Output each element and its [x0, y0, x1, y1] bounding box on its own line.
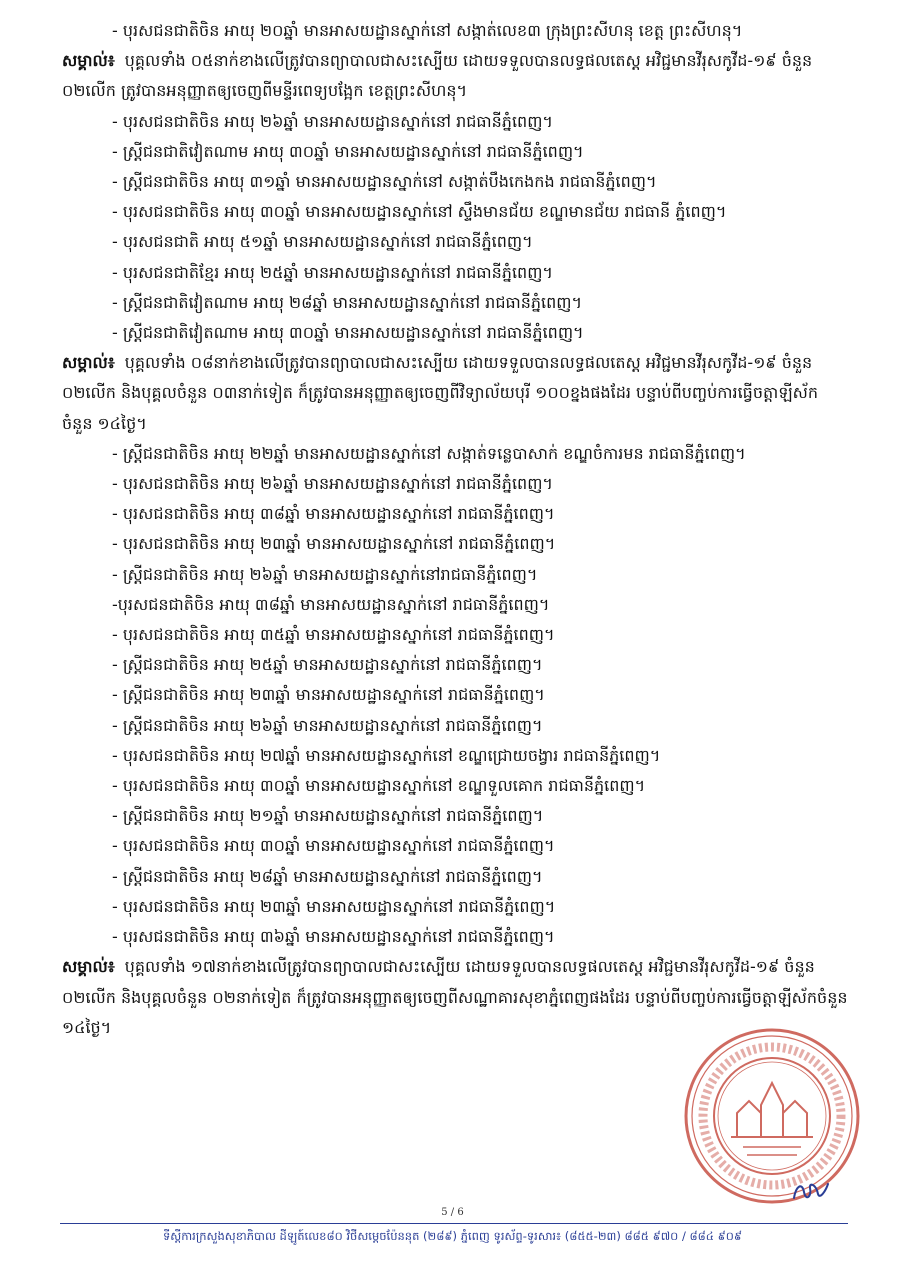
- footer-divider: [60, 1223, 848, 1224]
- group-1: [62, 16, 848, 107]
- list-item: - បុរសជនជាតិចិន អាយុ ២៣ឆ្នាំ មានអាសយដ្ឋានស្នាក់នៅ រាជធានីភ្នំពេញ។: [112, 896, 556, 916]
- list-item: - ស្ត្រីជនជាតិចិន អាយុ ២១ឆ្នាំ មានអាសយដ្ឋានស្នាក់នៅ រាជធានីភ្នំពេញ។: [112, 806, 544, 826]
- list-item: - ស្ត្រីជនជាតិវៀតណាម អាយុ ៣០ឆ្នាំ មានអាសយដ្ឋានស្នាក់នៅ រាជធានីភ្នំពេញ។: [112, 141, 584, 161]
- list-item: - ស្ត្រីជនជាតិវៀតណាម អាយុ ៣០ឆ្នាំ មានអាសយដ្ឋានស្នាក់នៅ រាជធានីភ្នំពេញ។: [112, 323, 584, 343]
- note-paragraph: [62, 348, 848, 439]
- list-item: - ស្ត្រីជនជាតិវៀតណាម អាយុ ២៨ឆ្នាំ មានអាសយដ្ឋានស្នាក់នៅ រាជធានីភ្នំពេញ។: [112, 292, 583, 312]
- note-label: សម្គាល់៖: [62, 957, 115, 977]
- list-item: - បុរសជនជាតិចិន អាយុ ២០ឆ្នាំ មានអាសយដ្ឋានស្នាក់នៅ សង្កាត់លេខ៣ ក្រុងព្រះសីហនុ ខេត្ត ព្រះសីហនុ។: [112, 21, 743, 40]
- list-item: - ស្ត្រីជនជាតិចិន អាយុ ៣១ឆ្នាំ មានអាសយដ្ឋានស្នាក់នៅ សង្កាត់បឹងកេងកង រាជធានីភ្នំពេញ។: [112, 172, 657, 192]
- list-item: - បុរសជនជាតិចិន អាយុ ៣៥ឆ្នាំ មានអាសយដ្ឋានស្នាក់នៅ រាជធានីភ្នំពេញ។: [112, 625, 555, 645]
- list-item: - ស្ត្រីជនជាតិចិន អាយុ ២៦ឆ្នាំ មានអាសយដ្ឋានស្នាក់នៅ រាជធានីភ្នំពេញ។: [112, 715, 543, 735]
- list-item: - ស្ត្រីជនជាតិចិន អាយុ ២៣ឆ្នាំ មានអាសយដ្ឋានស្នាក់នៅ រាជធានីភ្នំពេញ។: [112, 685, 545, 705]
- note-paragraph: [62, 46, 848, 106]
- list-item: - ស្ត្រីជនជាតិចិន អាយុ ២៨ឆ្នាំ មានអាសយដ្ឋានស្នាក់នៅ រាជធានីភ្នំពេញ។: [112, 866, 543, 886]
- list-item: - បុរសជនជាតិចិន អាយុ ២៧ឆ្នាំ មានអាសយដ្ឋានស្នាក់នៅ ខណ្ឌជ្រោយចង្វារ រាជធានីភ្នំពេញ។: [112, 745, 661, 765]
- list-item: - បុរសជនជាតិចិន អាយុ ៣០ឆ្នាំ មានអាសយដ្ឋានស្នាក់នៅ ស្ទឹងមានជ័យ ខណ្ឌមានជ័យ រាជធានី ភ្នំពេញ។: [112, 202, 727, 222]
- note-text: បុគ្គលទាំង ០៥នាក់ខាងលើត្រូវបានព្យាបាលជាសះស្បើយ ដោយទទួលបានលទ្ធផលតេស្ត អវិជ្ជមានវីរុសកូវីដ-១៩ ចំនួន ០២លើក ត្រូវបានអនុញ្ញាតឲ្យចេញពីមន្ទីរពេទ្យបង្អែក ខេត្តព្រះសីហនុ។: [62, 51, 813, 101]
- list-item: - បុរសជនជាតិចិន អាយុ ៣៨ឆ្នាំ មានអាសយដ្ឋានស្នាក់នៅ រាជធានីភ្នំពេញ។: [112, 504, 555, 524]
- note-paragraph: [62, 952, 848, 1043]
- list-item: - បុរសជនជាតិចិន អាយុ ២៦ឆ្នាំ មានអាសយដ្ឋានស្នាក់នៅ រាជធានីភ្នំពេញ។: [112, 111, 553, 131]
- document-body: [62, 16, 848, 1043]
- group-2: [62, 107, 848, 439]
- note-text: បុគ្គលទាំង ១៧នាក់ខាងលើត្រូវបានព្យាបាលជាសះស្បើយ ដោយទទួលបានលទ្ធផលតេស្ត អវិជ្ជមានវីរុសកូវីដ-១៩ ចំនួន ០២លើក និងបុគ្គលចំនួន ០២នាក់ទៀត ក៏ត្រូវបានអនុញ្ញាតឲ្យចេញពីសណ្ឋាគារសុខាភ្នំពេញផងដែរ បន្ទាប់ពីបញ្ចប់ការធ្វើចត្តាឡីស័កចំនួន ១៤ថ្ងៃ។: [62, 957, 848, 1037]
- list-item: - បុរសជនជាតិ អាយុ ៥១ឆ្នាំ មានអាសយដ្ឋានស្នាក់នៅ រាជធានីភ្នំពេញ។: [112, 232, 533, 252]
- note-label: សម្គាល់៖: [62, 353, 115, 373]
- list-item: - ស្ត្រីជនជាតិចិន អាយុ ២៥ឆ្នាំ មានអាសយដ្ឋានស្នាក់នៅ រាជធានីភ្នំពេញ។: [112, 655, 543, 675]
- group-3: [62, 439, 848, 1043]
- list-item: - បុរសជនជាតិចិន អាយុ ៣០ឆ្នាំ មានអាសយដ្ឋានស្នាក់នៅ ខណ្ឌទួលគោក រាជធានីភ្នំពេញ។: [112, 776, 646, 796]
- list-item: - បុរសជនជាតិចិន អាយុ ២៣ឆ្នាំ មានអាសយដ្ឋានស្នាក់នៅ រាជធានីភ្នំពេញ។: [112, 534, 556, 554]
- page-number: 5 / 6: [441, 1207, 464, 1218]
- signature: [788, 1176, 832, 1206]
- list-item: - បុរសជនជាតិខ្មែរ អាយុ ២៥ឆ្នាំ មានអាសយដ្ឋានស្នាក់នៅ រាជធានីភ្នំពេញ។: [112, 262, 553, 282]
- note-text: បុគ្គលទាំង ០៨នាក់ខាងលើត្រូវបានព្យាបាលជាសះស្បើយ ដោយទទួលបានលទ្ធផលតេស្ត អវិជ្ជមានវីរុសកូវីដ-១៩ ចំនួន ០២លើក និងបុគ្គលចំនួន ០៣នាក់ទៀត ក៏ត្រូវបានអនុញ្ញាតឲ្យចេញពីវិទ្យាល័យបុរី ១០០ខ្នងផងដែរ បន្ទាប់ពីបញ្ចប់ការធ្វើចត្តាឡីស័កចំនួន ១៤ថ្ងៃ។: [62, 353, 819, 433]
- list-item: - បុរសជនជាតិចិន អាយុ ៣០ឆ្នាំ មានអាសយដ្ឋានស្នាក់នៅ រាជធានីភ្នំពេញ។: [112, 836, 555, 856]
- note-label: សម្គាល់៖: [62, 51, 115, 71]
- footer-address: ទីស្តីការក្រសួងសុខាភិបាល ដីឡូត៍លេខ៨០ វិថីសម្តេចប៉ែននុត (២៨៩) ភ្នំពេញ ទូរស័ព្ទ-ទូរសារ៖ (៨៥៥-២៣) ៨៨៥ ៩៧០ / ៨៨៤ ៩០៩: [162, 1229, 742, 1243]
- list-item: - បុរសជនជាតិចិន អាយុ ៣៦ឆ្នាំ មានអាសយដ្ឋានស្នាក់នៅ រាជធានីភ្នំពេញ។: [112, 927, 555, 947]
- list-item: - ស្ត្រីជនជាតិចិន អាយុ ២៦ឆ្នាំ មានអាសយដ្ឋានស្នាក់នៅរាជធានីភ្នំពេញ។: [112, 564, 538, 584]
- list-item: -បុរសជនជាតិចិន អាយុ ៣៨ឆ្នាំ មានអាសយដ្ឋានស្នាក់នៅ រាជធានីភ្នំពេញ។: [112, 594, 550, 614]
- list-item: - បុរសជនជាតិចិន អាយុ ២៦ឆ្នាំ មានអាសយដ្ឋានស្នាក់នៅ រាជធានីភ្នំពេញ។: [112, 474, 553, 494]
- list-item: - ស្ត្រីជនជាតិចិន អាយុ ២២ឆ្នាំ មានអាសយដ្ឋានស្នាក់នៅ សង្កាត់ទន្លេបាសាក់ ខណ្ឌចំការមន រាជធានីភ្នំពេញ។: [112, 443, 746, 463]
- official-seal-stamp: [683, 1027, 861, 1205]
